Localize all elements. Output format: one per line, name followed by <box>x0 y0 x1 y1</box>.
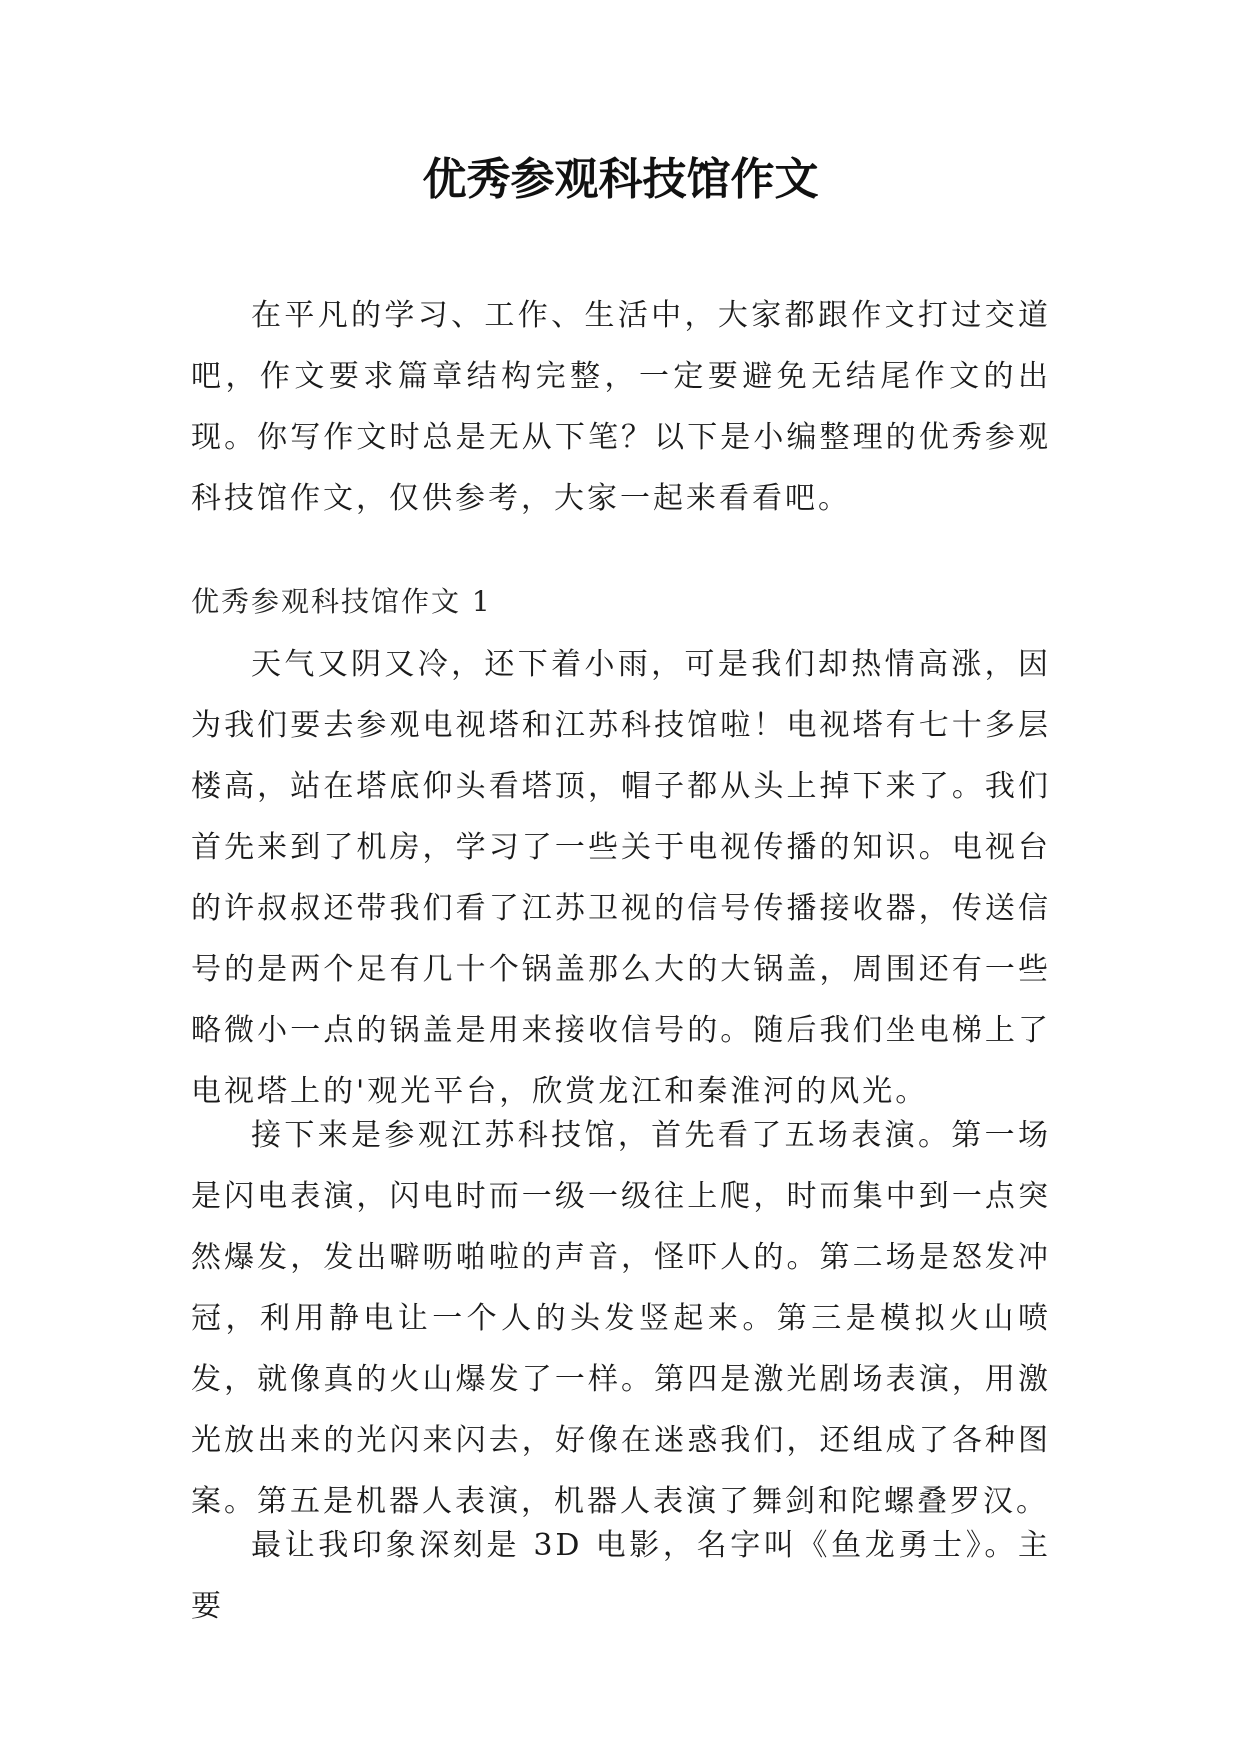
intro-paragraph: 在平凡的学习、工作、生活中，大家都跟作文打过交道吧，作文要求篇章结构完整，一定要避免无结尾作文的出现。你写作文时总是无从下笔？以下是小编整理的优秀参观科技馆作文，仅供参考，大家一起来看看吧。 <box>191 298 1051 516</box>
body-paragraph: 天气又阴又冷，还下着小雨，可是我们却热情高涨，因为我们要去参观电视塔和江苏科技馆啦！电视塔有七十多层楼高，站在塔底仰头看塔顶，帽子都从头上掉下来了。我们首先来到了机房，学习了一些关于电视传播的知识。电视台的许叔叔还带我们看了江苏卫视的信号传播接收器，传送信号的是两个足有几十个锅盖那么大的大锅盖，周围还有一些略微小一点的锅盖是用来接收信号的。随后我们坐电梯上了电视塔上的'观光平台，欣赏龙江和秦淮河的风光。 <box>191 647 1051 1109</box>
document-title: 优秀参观科技馆作文 <box>422 154 819 205</box>
body-paragraph: 接下来是参观江苏科技馆，首先看了五场表演。第一场是闪电表演，闪电时而一级一级往上爬，时而集中到一点突然爆发，发出噼呖啪啦的声音，怪吓人的。第二场是怒发冲冠，利用静电让一个人的头发竖起来。第三是模拟火山喷发，就像真的火山爆发了一样。第四是激光剧场表演，用激光放出来的光闪来闪去，好像在迷惑我们，还组成了各种图案。第五是机器人表演，机器人表演了舞剑和陀螺叠罗汉。 <box>191 1118 1051 1519</box>
body-paragraph: 最让我印象深刻是 3D 电影，名字叫《鱼龙勇士》。主要 <box>191 1528 1051 1624</box>
section-heading: 优秀参观科技馆作文 1 <box>191 585 492 618</box>
